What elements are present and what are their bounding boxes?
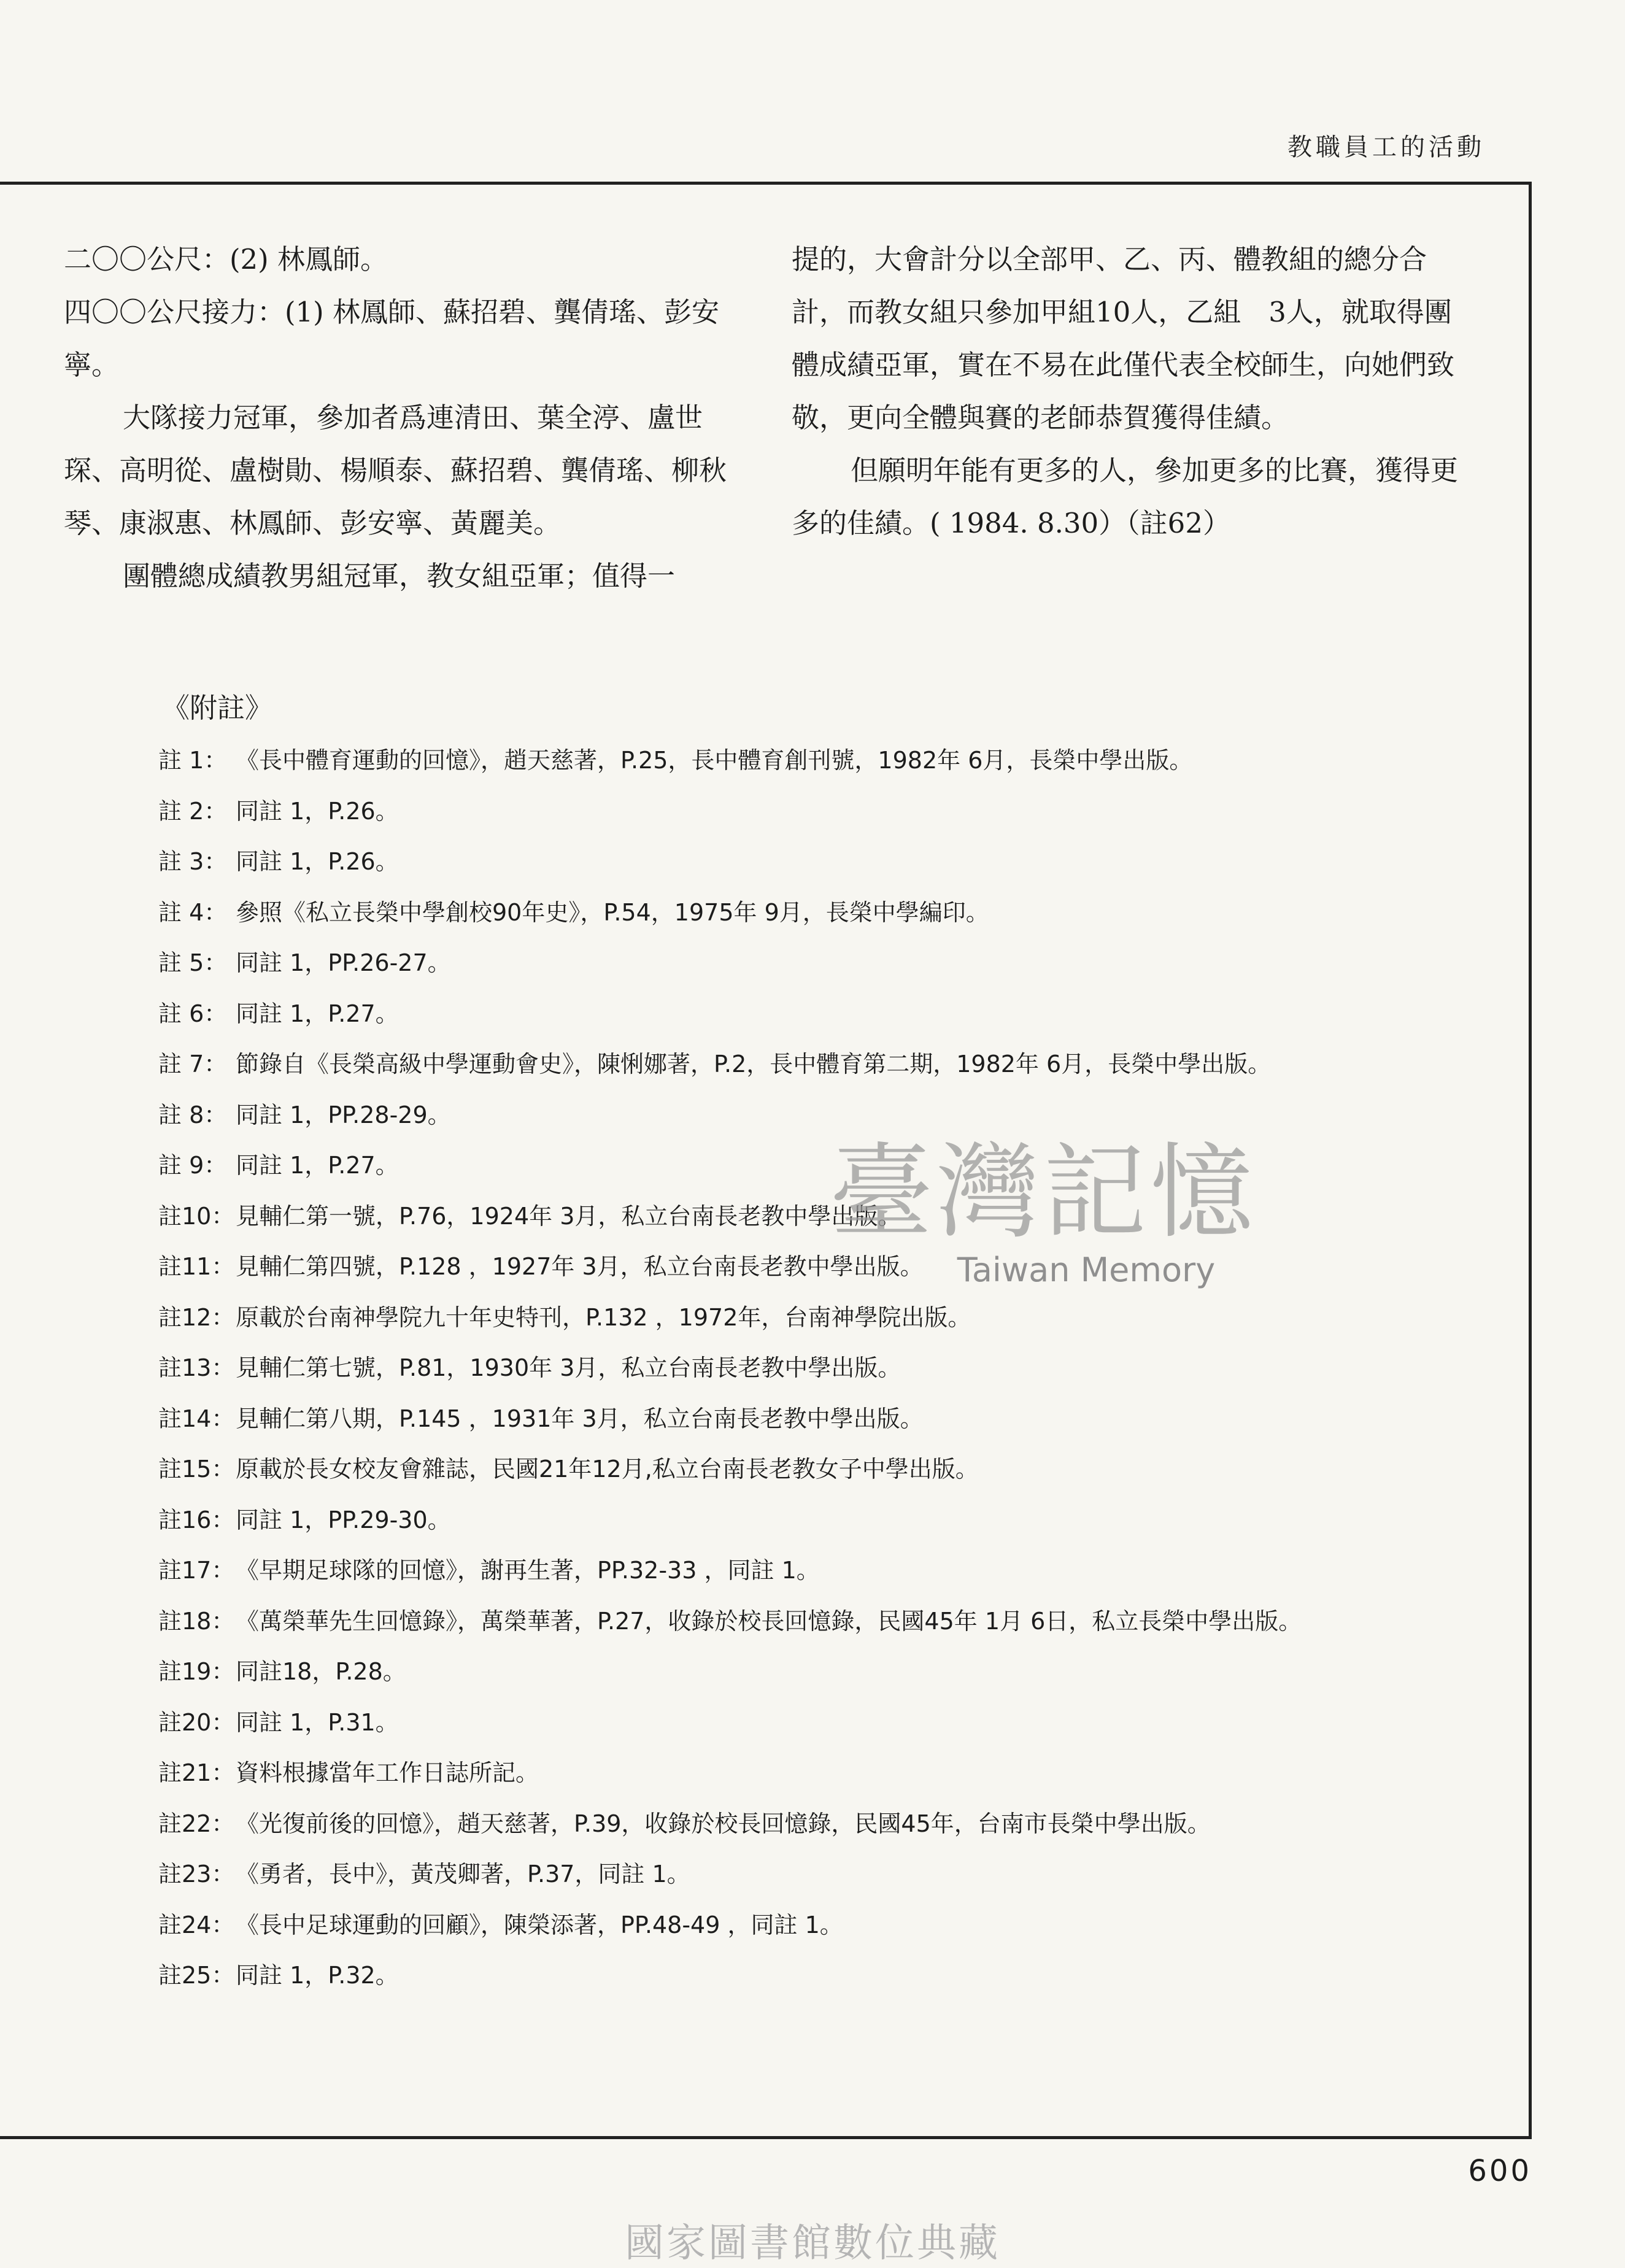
note-number: 註24： [158, 1911, 235, 1938]
note-item [158, 1900, 1324, 1951]
note-item [158, 735, 1324, 786]
note-text: 同註 1，P.31。 [236, 1708, 399, 1736]
note-item [158, 1495, 1324, 1546]
note-text: 同註 1，P.27。 [236, 1152, 399, 1179]
note-text: 《早期足球隊的回憶》，謝再生著，PP.32-33 ，同註 1。 [236, 1557, 820, 1584]
note-item [158, 1444, 1324, 1495]
note-number: 註14： [158, 1405, 235, 1432]
note-text: 參照《私立長榮中學創校90年史》，P.54，1975年 9月，長榮中學編印。 [236, 898, 989, 926]
body-paragraph: 提的，大會計分以全部甲、乙、丙、體教組的總分合計，而教女組只參加甲組10人，乙組 3人，就取得團體成績亞軍，實在不易在此僅代表全校師生，向她們致敬，更向全體與賽的老師恭賀獲得佳績。 [792, 243, 1455, 434]
note-text: 同註 1，P.26。 [236, 848, 399, 875]
note-number: 註 3： [158, 848, 228, 875]
note-text: 見輔仁第一號，P.76，1924年 3月，私立台南長老教中學出版。 [236, 1202, 901, 1230]
note-text: 見輔仁第七號，P.81，1930年 3月，私立台南長老教中學出版。 [236, 1354, 901, 1381]
note-text: 同註 1，P.26。 [236, 797, 399, 825]
note-text: 見輔仁第八期，P.145 ，1931年 3月，私立台南長老教中學出版。 [236, 1405, 924, 1432]
watermark-english: Taiwan Memory [957, 1251, 1216, 1289]
note-text: 《勇者，長中》，黃茂卿著，P.37，同註 1。 [236, 1861, 690, 1888]
note-text: 原載於台南神學院九十年史特刊，P.132 ，1972年，台南神學院出版。 [236, 1303, 971, 1331]
note-item [158, 1697, 1324, 1748]
note-text: 同註 1，P.32。 [236, 1962, 399, 1989]
page-number: 600 [1468, 2154, 1532, 2188]
note-number: 註16： [158, 1506, 235, 1533]
body-paragraph: 團體總成績教男組冠軍，教女組亞軍；值得一 [123, 560, 676, 592]
note-text: 資料根據當年工作日誌所記。 [236, 1759, 539, 1786]
watermark-chinese: 臺灣記憶 [830, 1132, 1257, 1252]
note-number: 註 2： [158, 797, 228, 825]
note-item [158, 1394, 1324, 1444]
note-text: 同註 1，PP.26-27。 [236, 949, 451, 976]
taiwan-memory-watermark [798, 1134, 1289, 1290]
note-item [158, 1292, 1324, 1343]
right-text-column [792, 233, 1467, 550]
note-number: 註10： [158, 1202, 235, 1230]
note-number: 註11： [158, 1253, 235, 1280]
note-number: 註20： [158, 1708, 235, 1736]
note-text: 《萬榮華先生回憶錄》，萬榮華著，P.27，收錄於校長回憶錄，民國45年 1月 6日，私立長榮中學出版。 [236, 1607, 1302, 1635]
note-item [158, 887, 1324, 938]
note-number: 註 7： [158, 1051, 228, 1078]
note-text: 見輔仁第四號，P.128 ，1927年 3月，私立台南長老教中學出版。 [236, 1253, 924, 1280]
note-number: 註19： [158, 1658, 235, 1685]
note-item [158, 1039, 1324, 1090]
note-item [158, 1596, 1324, 1647]
note-text: 《長中足球運動的回顧》，陳榮添著，PP.48-49 ，同註 1。 [236, 1911, 843, 1938]
notes-list [158, 735, 1324, 2001]
note-item [158, 836, 1324, 887]
note-item [158, 938, 1324, 989]
note-number: 註23： [158, 1861, 235, 1888]
note-item [158, 1545, 1324, 1596]
note-number: 註21： [158, 1759, 235, 1786]
note-number: 註 6： [158, 1000, 228, 1027]
note-item [158, 1849, 1324, 1900]
footer-watermark: 國家圖書館數位典藏 [625, 2221, 1000, 2266]
body-paragraph: 但願明年能有更多的人，參加更多的比賽，獲得更多的佳績。( 1984. 8.30）（註62） [792, 454, 1459, 539]
note-number: 註17： [158, 1557, 235, 1584]
note-text: 節錄自《長榮高級中學運動會史》，陳悧娜著，P.2，長中體育第二期，1982年 6月，長榮中學出版。 [236, 1051, 1272, 1078]
note-number: 註13： [158, 1354, 235, 1381]
note-number: 註 4： [158, 898, 228, 926]
note-text: 《長中體育運動的回憶》，趙天慈著，P.25，長中體育創刊號，1982年 6月，長榮中學出版。 [236, 747, 1193, 774]
note-number: 註15： [158, 1456, 235, 1483]
note-item [158, 1748, 1324, 1799]
note-number: 註22： [158, 1810, 235, 1837]
note-item [158, 1646, 1324, 1697]
note-number: 註18： [158, 1607, 235, 1635]
note-text: 同註 1，PP.28-29。 [236, 1101, 451, 1128]
left-text-column [64, 233, 733, 603]
note-number: 註 5： [158, 949, 228, 976]
note-item [158, 1950, 1324, 2001]
note-item [158, 1343, 1324, 1394]
note-text: 同註 1，PP.29-30。 [236, 1506, 451, 1533]
note-text: 同註18，P.28。 [236, 1658, 406, 1685]
note-number: 註25： [158, 1962, 235, 1989]
note-number: 註 1： [158, 747, 228, 774]
note-item [158, 786, 1324, 837]
note-number: 註 8： [158, 1101, 228, 1128]
note-number: 註12： [158, 1303, 235, 1331]
note-text: 原載於長女校友會雜誌，民國21年12月,私立台南長老教女子中學出版。 [236, 1456, 979, 1483]
notes-heading: 《附註》 [162, 692, 273, 724]
note-text: 同註 1，P.27。 [236, 1000, 399, 1027]
page-header-title: 教職員工的活動 [1287, 133, 1485, 161]
body-paragraph: 四〇〇公尺接力：(1) 林鳳師、蘇招碧、龔倩瑤、彭安寧。 [64, 296, 720, 381]
note-text: 《光復前後的回憶》，趙天慈著，P.39，收錄於校長回憶錄，民國45年，台南市長榮中學出版。 [236, 1810, 1211, 1837]
body-paragraph: 二〇〇公尺：(2) 林鳳師。 [64, 243, 388, 276]
note-number: 註 9： [158, 1152, 228, 1179]
body-paragraph: 大隊接力冠軍，參加者爲連清田、葉全渟、盧世琛、高明從、盧樹勛、楊順泰、蘇招碧、龔倩瑤、柳秋琴、康淑惠、林鳳師、彭安寧、黃麗美。 [64, 401, 727, 539]
note-item [158, 1799, 1324, 1850]
note-item [158, 989, 1324, 1040]
